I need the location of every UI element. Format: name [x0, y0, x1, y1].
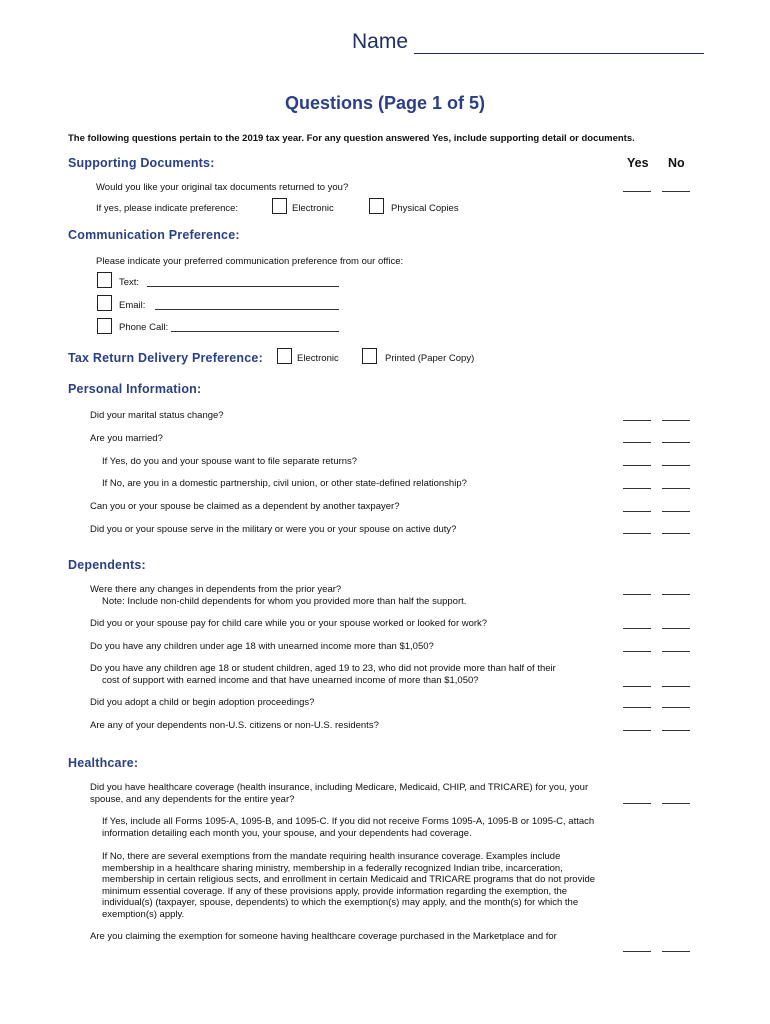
label-docs-electronic: Electronic [292, 203, 334, 214]
label-delivery-printed: Printed (Paper Copy) [385, 353, 475, 364]
answer-no-military[interactable] [662, 533, 690, 534]
answer-yes-marketplace-exemption[interactable] [623, 951, 651, 952]
question-marketplace-exemption: Are you claiming the exemption for someone having healthcare coverage purchased in the Marketplace and for [90, 931, 557, 942]
email-input-line[interactable] [155, 309, 339, 310]
label-delivery-electronic: Electronic [297, 353, 339, 364]
answer-yes-military[interactable] [623, 533, 651, 534]
healthcare-no-note: If No, there are several exemptions from the mandate requiring health insurance coverage. Examples include membership in a healthcare sharing ministry, membership in a federally recognized Indian tribe, incarceration, membership in certain religious sects, and enrollment in certain Medicaid and TRICARE programs that do not provide minimum essential coverage. If any of these provisions apply, provide information regarding the exemption, the individual(s) (taxpayer, spouse, dependents) to which the exemption(s) may apply, and the month(s) for which the exemption(s) apply. [102, 851, 596, 920]
question-dependent-changes-note: Note: Include non-child dependents for whom you provided more than half the support. [102, 596, 467, 607]
name-label: Name [352, 30, 409, 53]
answer-no-healthcare-coverage[interactable] [662, 803, 690, 804]
section-personal-information: Personal Information: [68, 382, 202, 396]
answer-yes-dependent-changes[interactable] [623, 594, 651, 595]
answer-no-docs-returned[interactable] [662, 191, 690, 192]
checkbox-text[interactable] [97, 272, 112, 288]
text-input-line[interactable] [147, 286, 339, 287]
question-dependent-changes: Were there any changes in dependents from the prior year? [90, 584, 342, 595]
answer-yes-child-care[interactable] [623, 628, 651, 629]
phone-input-line[interactable] [171, 331, 339, 332]
question-docs-returned: Would you like your original tax documents returned to you? [96, 182, 349, 193]
column-yes: Yes [627, 156, 649, 170]
checkbox-delivery-electronic[interactable] [277, 348, 292, 364]
question-adoption: Did you adopt a child or begin adoption proceedings? [90, 697, 315, 708]
question-claimed-dependent: Can you or your spouse be claimed as a dependent by another taxpayer? [90, 501, 400, 512]
question-healthcare-coverage: Did you have healthcare coverage (health insurance, including Medicare, Medicaid, CHIP, and TRICARE) for you, your spouse, and any dependents for the entire year? [90, 782, 589, 805]
answer-no-married[interactable] [662, 442, 690, 443]
question-student-children: Do you have any children age 18 or student children, aged 19 to 23, who did not provide more than half of their [90, 663, 556, 674]
checkbox-delivery-printed[interactable] [362, 348, 377, 364]
question-student-children-cont: cost of support with earned income and that have unearned income of more than $1,050? [102, 675, 479, 686]
answer-yes-healthcare-coverage[interactable] [623, 803, 651, 804]
intro-text: The following questions pertain to the 2019 tax year. For any question answered Yes, include supporting detail or documents. [68, 133, 635, 144]
name-field [352, 30, 704, 54]
name-input-line[interactable] [414, 33, 704, 54]
question-military: Did you or your spouse serve in the military or were you or your spouse on active duty? [90, 524, 457, 535]
question-children-unearned-income: Do you have any children under age 18 with unearned income more than $1,050? [90, 641, 434, 652]
section-dependents: Dependents: [68, 558, 146, 572]
answer-no-non-us-dependents[interactable] [662, 730, 690, 731]
answer-yes-non-us-dependents[interactable] [623, 730, 651, 731]
answer-no-separate-returns[interactable] [662, 465, 690, 466]
label-email: Email: [119, 300, 146, 311]
section-healthcare: Healthcare: [68, 756, 139, 770]
answer-no-child-care[interactable] [662, 628, 690, 629]
question-married: Are you married? [90, 433, 163, 444]
answer-yes-docs-returned[interactable] [623, 191, 651, 192]
section-communication-preference: Communication Preference: [68, 228, 240, 242]
column-no: No [668, 156, 685, 170]
healthcare-yes-note: If Yes, include all Forms 1095-A, 1095-B, and 1095-C. If you did not receive Forms 1095-A, 1095-B or 1095-C, attach information detailing each month you, your spouse, and your dependents had coverage. [102, 816, 595, 839]
question-separate-returns: If Yes, do you and your spouse want to file separate returns? [102, 456, 358, 467]
answer-no-marital-change[interactable] [662, 420, 690, 421]
answer-yes-marital-change[interactable] [623, 420, 651, 421]
label-text: Text: [119, 277, 140, 288]
answer-yes-children-unearned-income[interactable] [623, 651, 651, 652]
page-title: Questions (Page 1 of 5) [284, 93, 486, 113]
section-delivery-preference: Tax Return Delivery Preference: [68, 351, 263, 365]
answer-no-children-unearned-income[interactable] [662, 651, 690, 652]
checkbox-docs-physical[interactable] [369, 198, 384, 214]
answer-no-adoption[interactable] [662, 707, 690, 708]
answer-yes-married[interactable] [623, 442, 651, 443]
section-supporting-documents: Supporting Documents: [68, 156, 215, 170]
answer-no-domestic-partnership[interactable] [662, 488, 690, 489]
answer-yes-student-children[interactable] [623, 686, 651, 687]
label-docs-physical: Physical Copies [391, 203, 459, 214]
answer-no-dependent-changes[interactable] [662, 594, 690, 595]
question-marital-change: Did your marital status change? [90, 410, 224, 421]
answer-yes-domestic-partnership[interactable] [623, 488, 651, 489]
communication-prompt: Please indicate your preferred communication preference from our office: [96, 256, 404, 267]
question-non-us-dependents: Are any of your dependents non-U.S. citizens or non-U.S. residents? [90, 720, 379, 731]
answer-no-marketplace-exemption[interactable] [662, 951, 690, 952]
checkbox-docs-electronic[interactable] [272, 198, 287, 214]
checkbox-phone[interactable] [97, 318, 112, 334]
answer-yes-claimed-dependent[interactable] [623, 511, 651, 512]
answer-yes-separate-returns[interactable] [623, 465, 651, 466]
answer-no-student-children[interactable] [662, 686, 690, 687]
preference-label: If yes, please indicate preference: [96, 203, 239, 214]
answer-yes-adoption[interactable] [623, 707, 651, 708]
question-child-care: Did you or your spouse pay for child care while you or your spouse worked or looked for work? [90, 618, 488, 629]
question-domestic-partnership: If No, are you in a domestic partnership, civil union, or other state-defined relationship? [102, 478, 467, 489]
checkbox-email[interactable] [97, 295, 112, 311]
answer-no-claimed-dependent[interactable] [662, 511, 690, 512]
label-phone: Phone Call: [119, 322, 169, 333]
